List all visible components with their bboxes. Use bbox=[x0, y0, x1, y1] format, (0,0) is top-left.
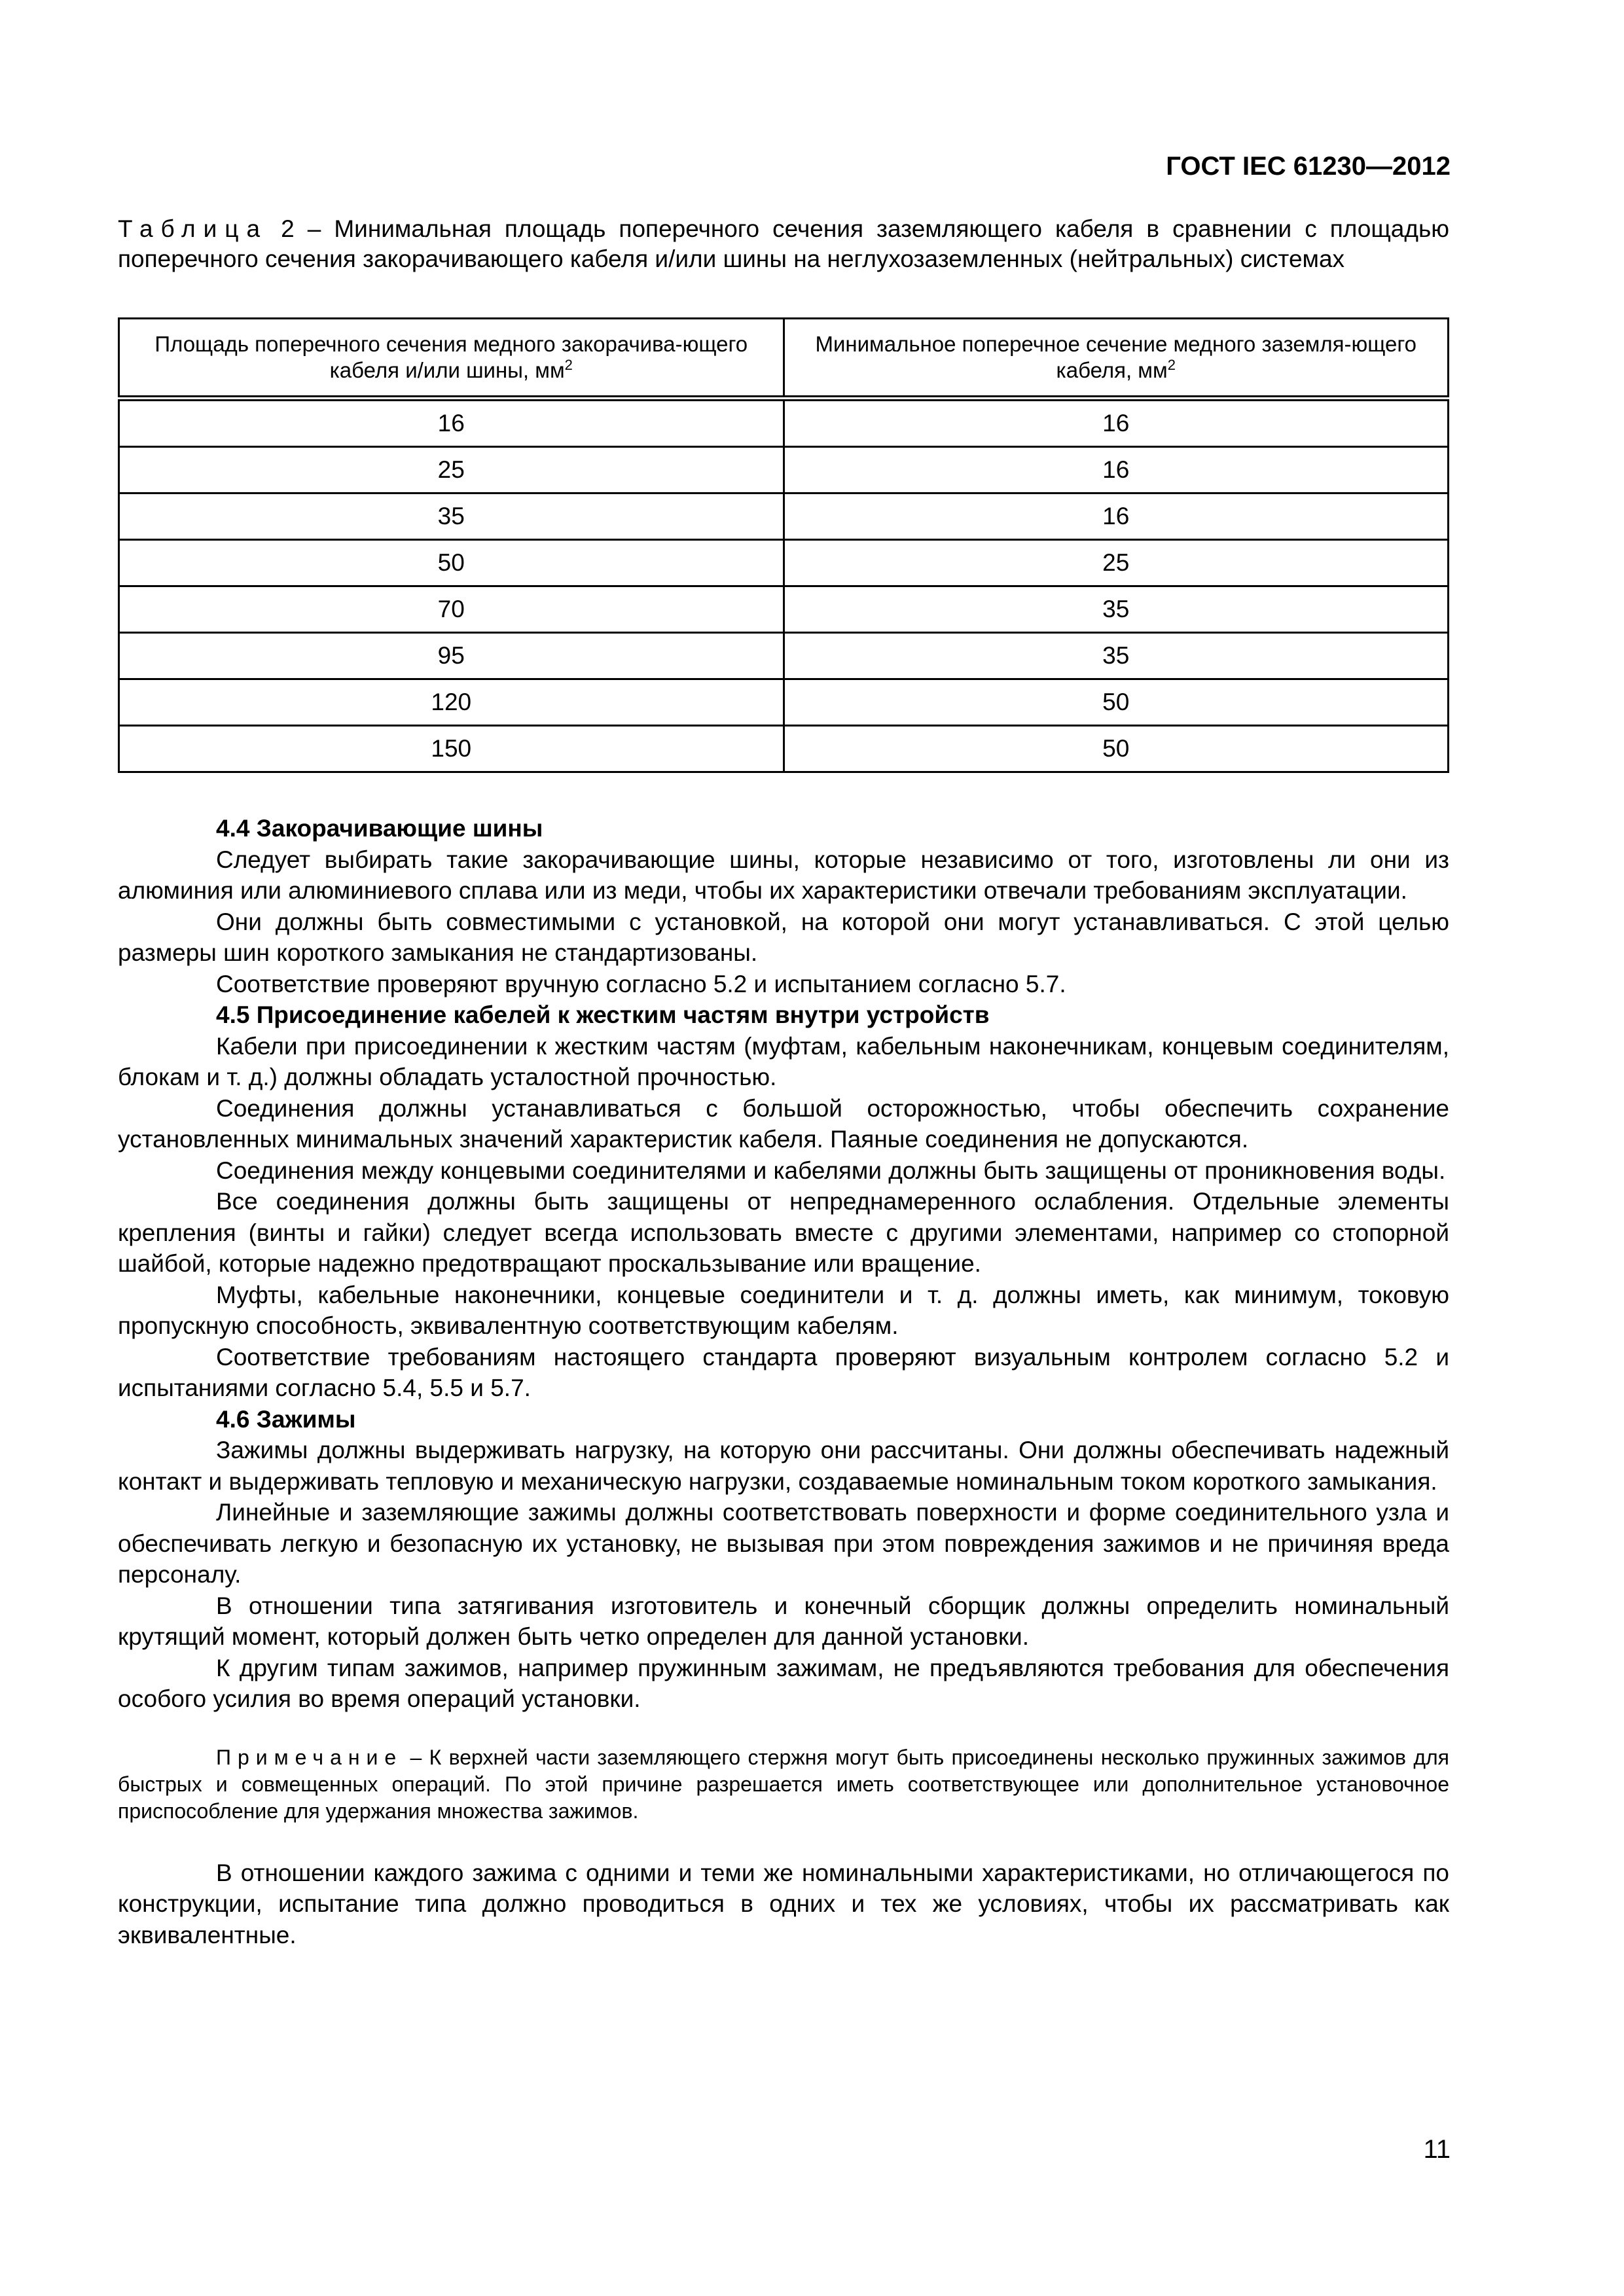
table-header-row bbox=[119, 319, 1449, 399]
table-header-cell-2-power: 2 bbox=[1167, 357, 1176, 373]
section-heading-4-5: 4.5 Присоединение кабелей к жестким частям внутри устройств bbox=[216, 1001, 990, 1028]
table-cell: 70 bbox=[119, 586, 784, 633]
table-cell: 25 bbox=[784, 540, 1449, 586]
table-header-cell-1-power: 2 bbox=[564, 357, 573, 373]
section-heading-4-6: 4.6 Зажимы bbox=[216, 1405, 356, 1433]
table-cell: 120 bbox=[119, 679, 784, 726]
paragraph: В отношении типа затягивания изготовитель и конечный сборщик должны определить номинальный крутящий момент, который должен быть четко определен для данной установки. bbox=[118, 1592, 1449, 1650]
document-id-header: ГОСТ IEC 61230—2012 bbox=[1166, 152, 1451, 181]
table-row bbox=[119, 633, 1449, 679]
paragraph: Соответствие проверяют вручную согласно 5.2 и испытанием согласно 5.7. bbox=[216, 970, 1066, 997]
paragraph: Соединения должны устанавливаться с большой осторожностью, чтобы обеспечить сохранение установленных минимальных значений характеристик кабеля. Паяные соединения не допускаются. bbox=[118, 1094, 1449, 1153]
table-caption-text: 2 – Минимальная площадь поперечного сечения заземляющего кабеля в сравнении с площадью поперечного сечения закорачивающего кабеля и/или шины на неглухозаземленных (нейтральных) системах bbox=[118, 215, 1449, 272]
paragraph: Следует выбирать такие закорачивающие шины, которые независимо от того, изготовлены ли они из алюминия или алюминиевого сплава или из меди, чтобы их характеристики отвечали требованиям эксплуатации. bbox=[118, 846, 1449, 904]
paragraph: В отношении каждого зажима с одними и теми же номинальными характеристиками, но отличающегося по конструкции, испытание типа должно проводиться в одних и тех же условиях, чтобы их рассматривать как эквивалентные. bbox=[118, 1859, 1449, 1948]
table-row bbox=[119, 493, 1449, 540]
table-cell: 150 bbox=[119, 726, 784, 772]
table-cell: 35 bbox=[784, 633, 1449, 679]
table-cell: 95 bbox=[119, 633, 784, 679]
cross-section-table bbox=[118, 317, 1449, 773]
table-header-cell-1-text: Площадь поперечного сечения медного закорачива-ющего кабеля и/или шины, мм bbox=[154, 332, 748, 382]
table-cell: 50 bbox=[784, 726, 1449, 772]
table-cell: 16 bbox=[784, 447, 1449, 493]
paragraph: Зажимы должны выдерживать нагрузку, на которую они рассчитаны. Они должны обеспечивать надежный контакт и выдерживать тепловую и механическую нагрузки, создаваемые номинальным током короткого замыкания. bbox=[118, 1437, 1449, 1495]
table-cell: 50 bbox=[119, 540, 784, 586]
paragraph: Соединения между концевыми соединителями и кабелями должны быть защищены от проникновения воды. bbox=[216, 1157, 1446, 1184]
table-cell: 35 bbox=[784, 586, 1449, 633]
paragraph: Они должны быть совместимыми с установкой, на которой они могут устанавливаться. С этой целью размеры шин короткого замыкания не стандартизованы. bbox=[118, 908, 1449, 966]
table-row bbox=[119, 399, 1449, 447]
table-caption bbox=[118, 214, 1449, 274]
table-row bbox=[119, 447, 1449, 493]
note-text: – К верхней части заземляющего стержня могут быть присоединены несколько пружинных зажимов для быстрых и совмещенных операций. По этой причине разрешается иметь соответствующее или дополнительное установочное приспособление для удержания множества зажимов. bbox=[118, 1745, 1449, 1823]
note-label: Примечание bbox=[216, 1745, 403, 1769]
table-row bbox=[119, 586, 1449, 633]
table-caption-label: Таблица bbox=[118, 215, 268, 242]
table-header-cell-2-text: Минимальное поперечное сечение медного заземля-ющего кабеля, мм bbox=[815, 332, 1417, 382]
table-cell: 16 bbox=[119, 399, 784, 447]
page-number: 11 bbox=[1423, 2135, 1451, 2164]
paragraph: Все соединения должны быть защищены от непреднамеренного ослабления. Отдельные элементы крепления (винты и гайки) следует всегда использовать вместе с другими элементами, например со стопорной шайбой, которые надежно предотвращают проскальзывание или вращение. bbox=[118, 1188, 1449, 1277]
table-row bbox=[119, 679, 1449, 726]
table-cell: 25 bbox=[119, 447, 784, 493]
table-row bbox=[119, 726, 1449, 772]
paragraph: Кабели при присоединении к жестким частям (муфтам, кабельным наконечникам, концевым соединителям, блокам и т. д.) должны обладать усталостной прочностью. bbox=[118, 1032, 1449, 1090]
note bbox=[118, 1744, 1449, 1825]
paragraph: Соответствие требованиям настоящего стандарта проверяют визуальным контролем согласно 5.2 и испытаниями согласно 5.4, 5.5 и 5.7. bbox=[118, 1343, 1449, 1401]
paragraph: Линейные и заземляющие зажимы должны соответствовать поверхности и форме соединительного узла и обеспечивать легкую и безопасную их установку, не вызывая при этом повреждения зажимов и не причиняя вреда персоналу. bbox=[118, 1499, 1449, 1588]
paragraph: Муфты, кабельные наконечники, концевые соединители и т. д. должны иметь, как минимум, токовую пропускную способность, эквивалентную соответствующим кабелям. bbox=[118, 1281, 1449, 1339]
section-heading-4-4: 4.4 Закорачивающие шины bbox=[216, 815, 543, 842]
body-text bbox=[118, 813, 1449, 1950]
table-cell: 16 bbox=[784, 399, 1449, 447]
table-cell: 50 bbox=[784, 679, 1449, 726]
table-cell: 35 bbox=[119, 493, 784, 540]
table-header-cell-1 bbox=[119, 319, 784, 399]
table-cell: 16 bbox=[784, 493, 1449, 540]
table-header-cell-2 bbox=[784, 319, 1449, 399]
table-row bbox=[119, 540, 1449, 586]
paragraph: К другим типам зажимов, например пружинным зажимам, не предъявляются требования для обеспечения особого усилия во время операций установки. bbox=[118, 1654, 1449, 1712]
